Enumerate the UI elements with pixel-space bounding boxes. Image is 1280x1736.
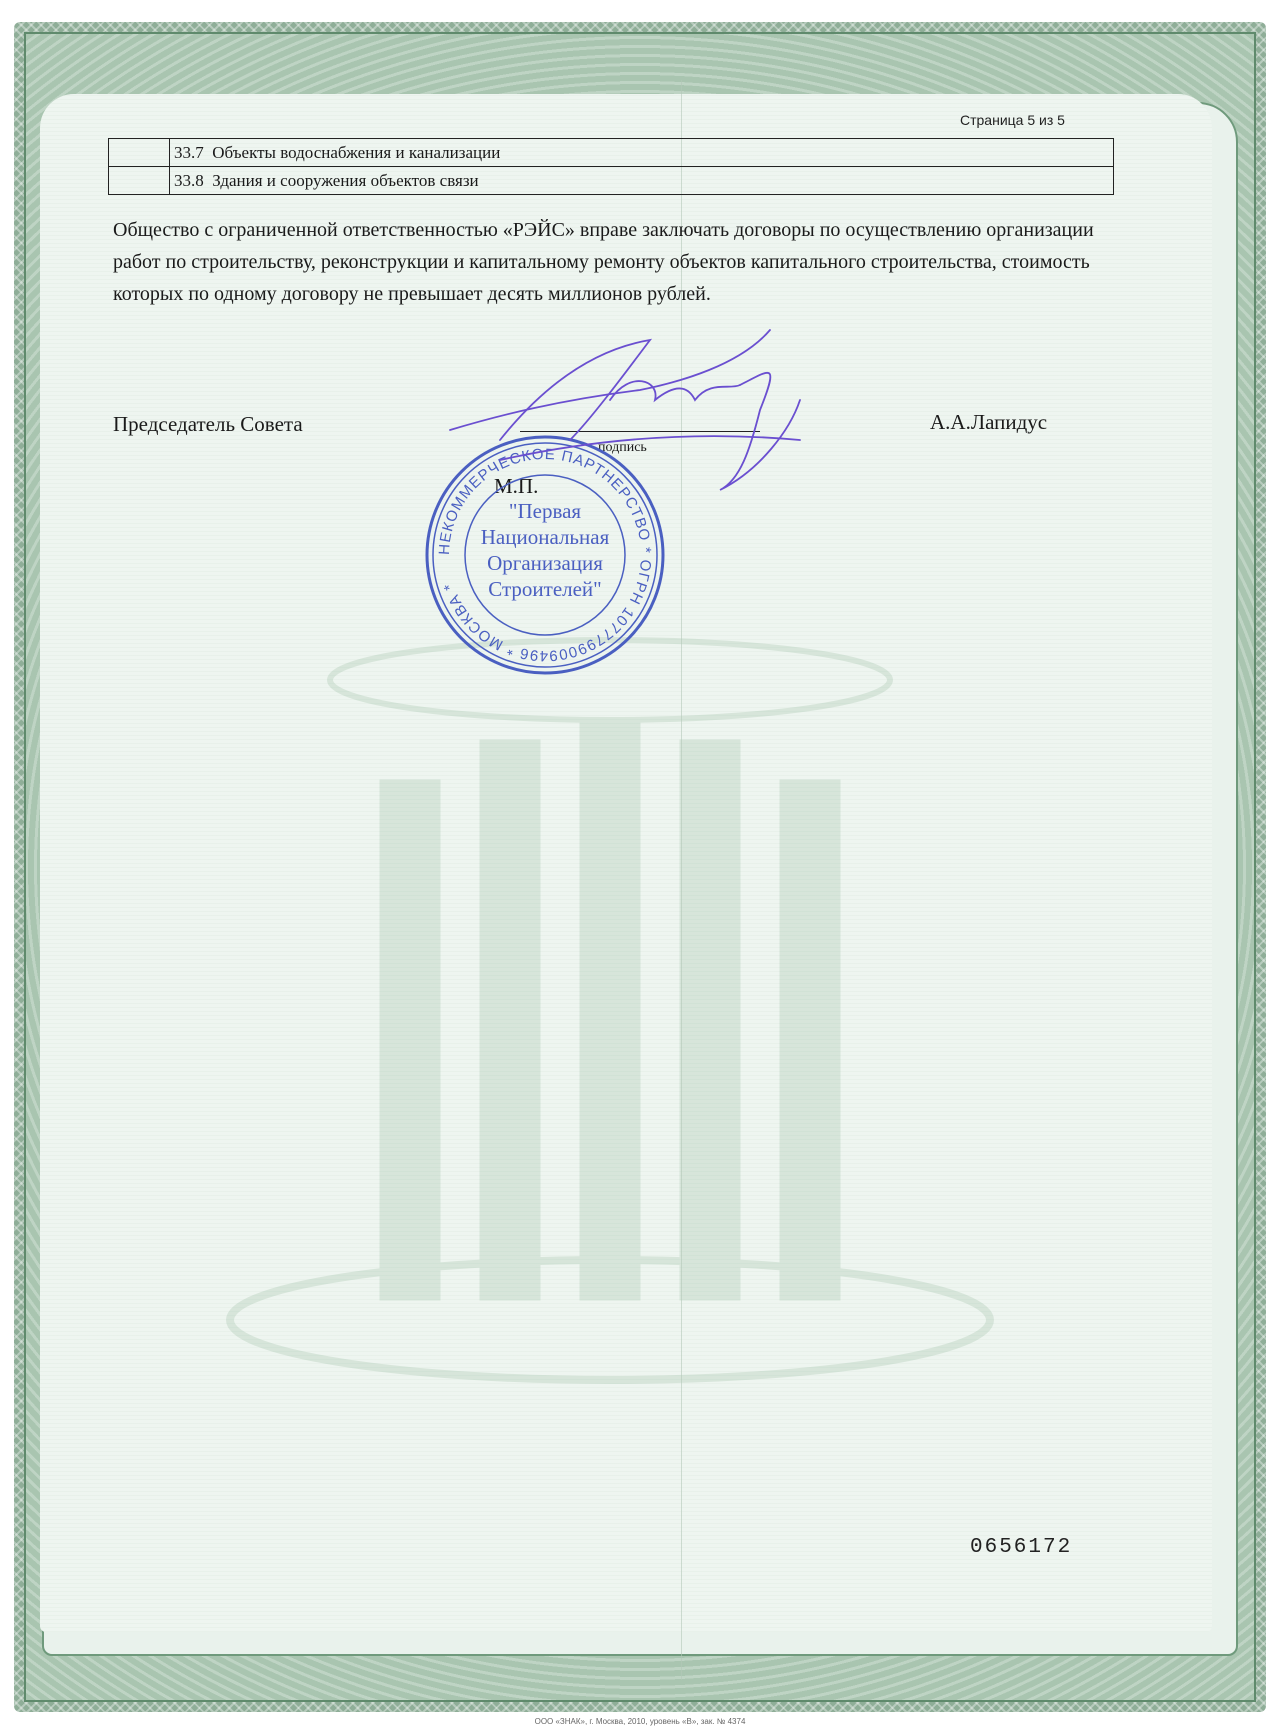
signer-name: А.А.Лапидус bbox=[930, 410, 1048, 434]
row-code: 33.7 bbox=[174, 142, 204, 162]
row-code: 33.8 bbox=[174, 170, 204, 190]
serial-number: 0656172 bbox=[970, 1536, 1073, 1559]
handwritten-signature bbox=[440, 320, 820, 510]
table-cell-empty bbox=[109, 139, 170, 167]
seal-line: "Первая bbox=[508, 499, 582, 523]
table-cell bbox=[170, 139, 1114, 167]
table-row bbox=[109, 167, 1114, 195]
table-cell-empty bbox=[109, 167, 170, 195]
seal-line: Национальная bbox=[480, 525, 610, 549]
printer-imprint: ООО «ЗНАК», г. Москва, 2010, уровень «В», зак. № 4374 bbox=[534, 1717, 746, 1726]
work-types-table bbox=[108, 138, 1114, 195]
seal-line: Строителей" bbox=[488, 577, 602, 601]
row-text: Здания и сооружения объектов связи bbox=[212, 170, 479, 190]
signature-caption: подпись bbox=[598, 440, 647, 455]
chair-label: Председатель Совета bbox=[113, 412, 303, 436]
table-row bbox=[109, 139, 1114, 167]
table-cell bbox=[170, 167, 1114, 195]
row-text: Объекты водоснабжения и канализации bbox=[212, 142, 501, 162]
seal-line: Организация bbox=[487, 551, 603, 575]
permission-paragraph: Общество с ограниченной ответственностью «РЭЙС» вправе заключать договоры по осуществлению организации работ по строительству, реконструкции и капитальному ремонту объектов капитального строительства, стоимость которых по одному договору не превышает десять миллионов рублей. bbox=[113, 219, 1094, 305]
page-number: Страница 5 из 5 bbox=[960, 112, 1065, 128]
seal-ring-text: НЕКОММЕРЧЕСКОЕ ПАРТНЕРСТВО * ОГРН 1077799009496 * МОСКВА * bbox=[435, 445, 655, 665]
seal-place-label: М.П. bbox=[494, 474, 539, 498]
